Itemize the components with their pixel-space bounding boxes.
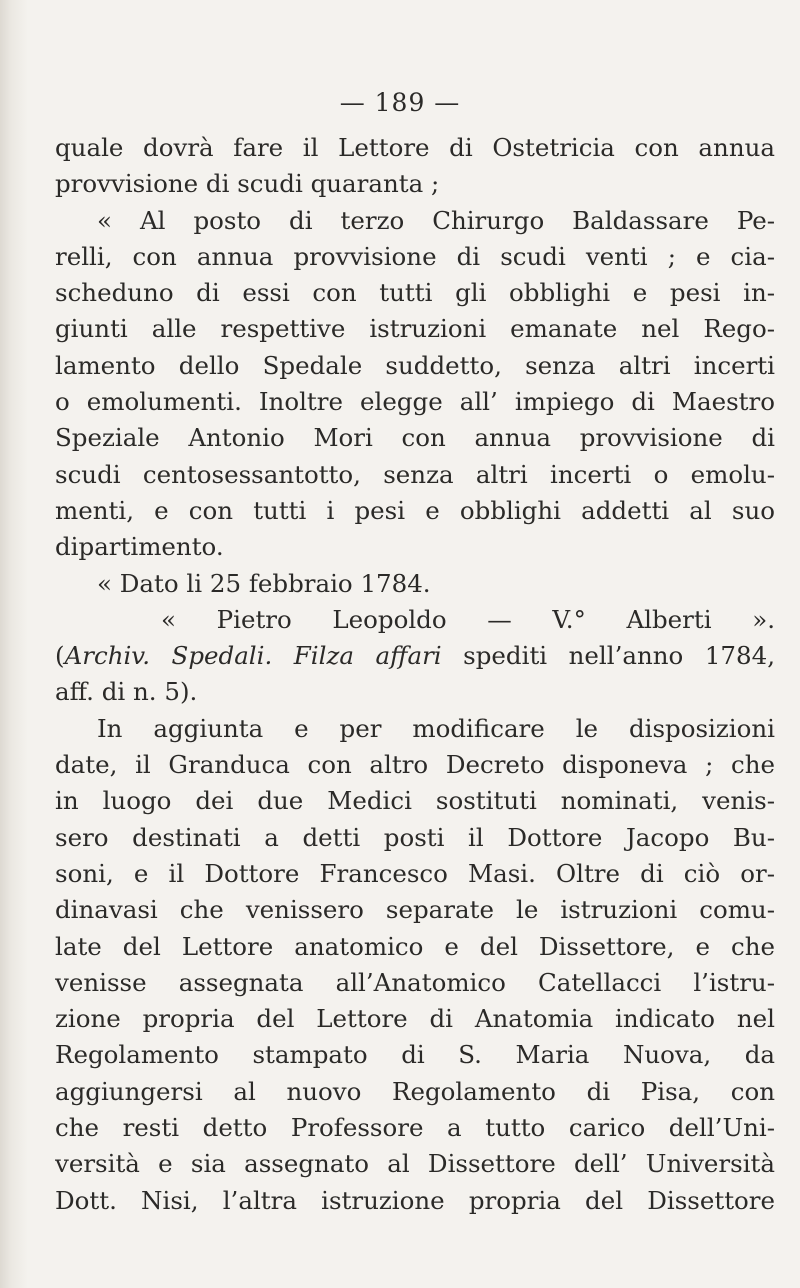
text-line: lamento dello Spedale suddetto, senza altri incerti	[55, 350, 775, 380]
text-line: zione propria del Lettore di Anatomia indicato nel	[55, 1004, 775, 1034]
page-number: — 189 —	[339, 88, 461, 117]
text-line: soni, e il Dottore Francesco Masi. Oltre di ciò or-	[55, 858, 775, 888]
body-text	[55, 130, 775, 1219]
text-line: Regolamento stampato di S. Maria Nuova, da	[55, 1040, 775, 1070]
text-line: aff. di n. 5).	[55, 677, 198, 707]
text-line: aggiungersi al nuovo Regolamento di Pisa, con	[55, 1076, 775, 1106]
text-line: relli, con annua provvisione di scudi venti ; e cia-	[55, 241, 775, 271]
text-line: late del Lettore anatomico e del Dissettore, e che	[55, 931, 775, 961]
text-line: Dott. Nisi, l’altra istruzione propria del Dissettore	[55, 1185, 775, 1215]
text-line: Speziale Antonio Mori con annua provvisione di	[55, 423, 775, 453]
citation-source-italic: Archiv. Spedali. Filza affari	[64, 641, 442, 671]
citation-open-paren: (	[55, 641, 65, 671]
citation-line	[55, 638, 775, 674]
text-line: date, il Granduca con altro Decreto disponeva ; che	[55, 750, 775, 780]
text-line: quale dovrà fare il Lettore di Ostetricia con annua	[55, 133, 775, 162]
page-gutter-shadow	[0, 0, 28, 1288]
text-line: sero destinati a detti posti il Dottore Jacopo Bu-	[55, 822, 775, 852]
text-line: « Dato li 25 febbraio 1784.	[97, 568, 431, 598]
text-line: scudi centosessantotto, senza altri incerti o emolu-	[55, 459, 775, 489]
text-line: dipartimento.	[55, 532, 224, 562]
text-line: « Al posto di terzo Chirurgo Baldassare Pe-	[97, 205, 775, 235]
text-line: provvisione di scudi quaranta ;	[55, 169, 440, 199]
text-line: in luogo dei due Medici sostituti nominati, venis-	[55, 786, 775, 816]
text-line: giunti alle respettive istruzioni emanate nel Rego-	[55, 314, 775, 344]
text-line: o emolumenti. Inoltre elegge all’ impiego di Maestro	[55, 387, 775, 417]
text-line: « Pietro Leopoldo — V.° Alberti ».	[161, 604, 775, 634]
text-line: versità e sia assegnato al Dissettore dell’ Università	[55, 1149, 775, 1179]
text-line: che resti detto Professore a tutto carico dell’Uni-	[55, 1113, 775, 1143]
text-line: dinavasi che venissero separate le istruzioni comu-	[55, 895, 775, 925]
text-line: scheduno di essi con tutti gli obblighi e pesi in-	[55, 278, 775, 308]
text-line: venisse assegnata all’Anatomico Catellacci l’istru-	[55, 967, 775, 997]
citation-rest: spediti nell’anno 1784,	[441, 641, 775, 671]
text-line: In aggiunta e per modificare le disposizioni	[97, 713, 775, 743]
text-line: menti, e con tutti i pesi e obblighi addetti al suo	[55, 495, 775, 525]
